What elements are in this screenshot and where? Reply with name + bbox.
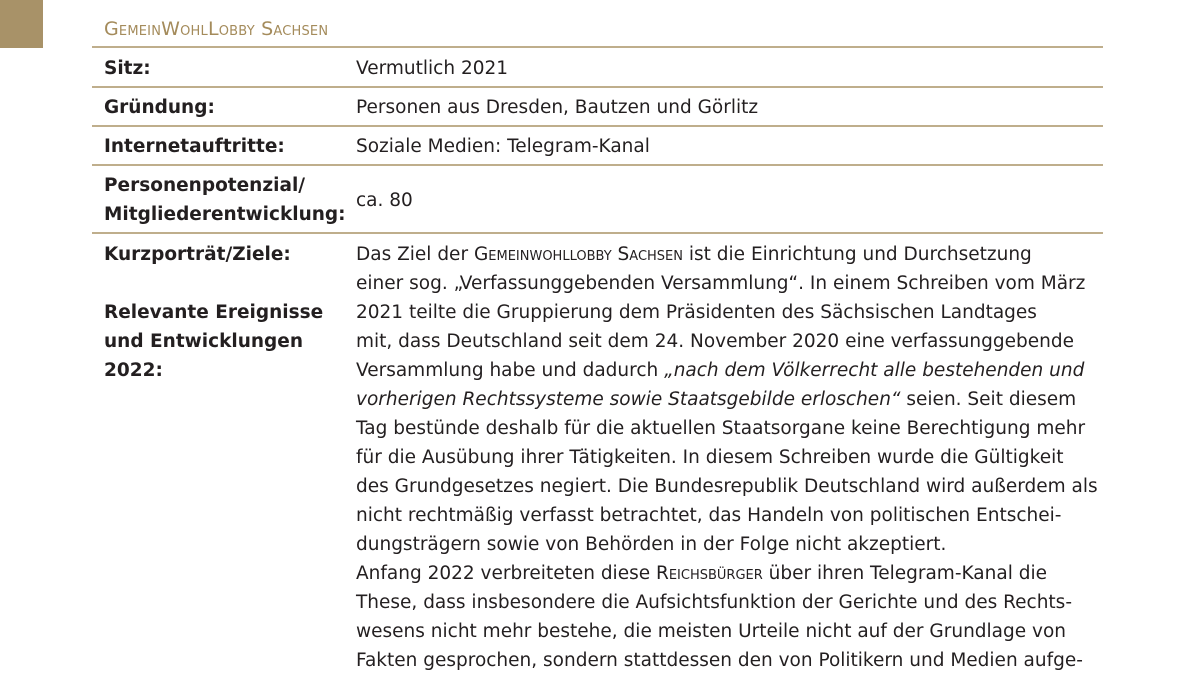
label-gruendung: Gründung: (104, 97, 215, 118)
text-line: für die Ausübung ihrer Tätigkeiten. In diesem Schreiben wurde die Gültigkeit (356, 447, 1064, 468)
label-kurzportraet: Kurzporträt/Ziele: (104, 244, 291, 265)
text-line: Das Ziel der Gemeinwohllobby Sachsen ist die Einrichtung und Durchsetzung (356, 244, 1032, 265)
value-gruendung: Personen aus Dresden, Bautzen und Görlitz (356, 97, 759, 118)
text-line: dungsträgern sowie von Behörden in der Folge nicht akzeptiert. (356, 534, 947, 555)
divider (92, 46, 1103, 48)
label-sitz: Sitz: (104, 58, 151, 79)
label-personenpotenzial: Personenpotenzial/ (104, 175, 306, 196)
term-reichsbuerger: Reichsbürger (655, 563, 763, 584)
text-line: nicht rechtmäßig verfasst betrachtet, das Handeln von politischen Entschei- (356, 505, 1062, 526)
label-relevante-ereignisse: Relevante Ereignisse (104, 302, 324, 323)
value-sitz: Vermutlich 2021 (356, 58, 509, 79)
description-text (356, 240, 1101, 675)
text-line: Versammlung habe und dadurch „nach dem Völkerrecht alle bestehenden und (356, 360, 1085, 381)
label-internetauftritte: Internetauftritte: (104, 136, 285, 157)
divider (92, 232, 1103, 234)
text-line: mit, dass Deutschland seit dem 24. November 2020 eine verfassunggebende (356, 331, 1074, 352)
divider (92, 164, 1103, 166)
quote-text: vorherigen Rechtssysteme sowie Staatsgebilde erloschen“ (356, 389, 901, 410)
section-marker-tab (0, 0, 43, 48)
label-mitgliederentwicklung: Mitgliederentwicklung: (104, 204, 346, 225)
text-line: Anfang 2022 verbreiteten diese Reichsbürger über ihren Telegram-Kanal die (356, 563, 1047, 584)
quote-text: „nach dem Völkerrecht alle bestehenden und (664, 360, 1085, 381)
text-line: These, dass insbesondere die Aufsichtsfunktion der Gerichte und des Rechts- (356, 592, 1072, 613)
text-line: Tag bestünde deshalb für die aktuellen Staatsorgane keine Berechtigung mehr (356, 418, 1086, 439)
text-line: wesens nicht mehr bestehe, die meisten Urteile nicht auf der Grundlage von (356, 621, 1067, 642)
value-internetauftritte: Soziale Medien: Telegram-Kanal (356, 136, 650, 157)
divider (92, 125, 1103, 127)
text-line: vorherigen Rechtssysteme sowie Staatsgebilde erloschen“ seien. Seit diesem (356, 389, 1077, 410)
text-line: einer sog. „Verfassunggebenden Versammlung“. In einem Schreiben vom März (356, 273, 1086, 294)
label-year-2022: 2022: (104, 360, 163, 381)
divider (92, 86, 1103, 88)
org-name: Gemeinwohllobby Sachsen (473, 244, 683, 265)
text-line: Fakten gesprochen, sondern stattdessen den von Politikern und Medien aufge- (356, 650, 1083, 671)
page-title: GemeinWohlLobby Sachsen (104, 18, 329, 40)
text-line: 2021 teilte die Gruppierung dem Präsidenten des Sächsischen Landtages (356, 302, 1037, 323)
value-personenpotenzial: ca. 80 (356, 190, 413, 211)
label-und-entwicklungen: und Entwicklungen (104, 331, 304, 352)
text-line: des Grundgesetzes negiert. Die Bundesrepublik Deutschland wird außerdem als (356, 476, 1098, 497)
